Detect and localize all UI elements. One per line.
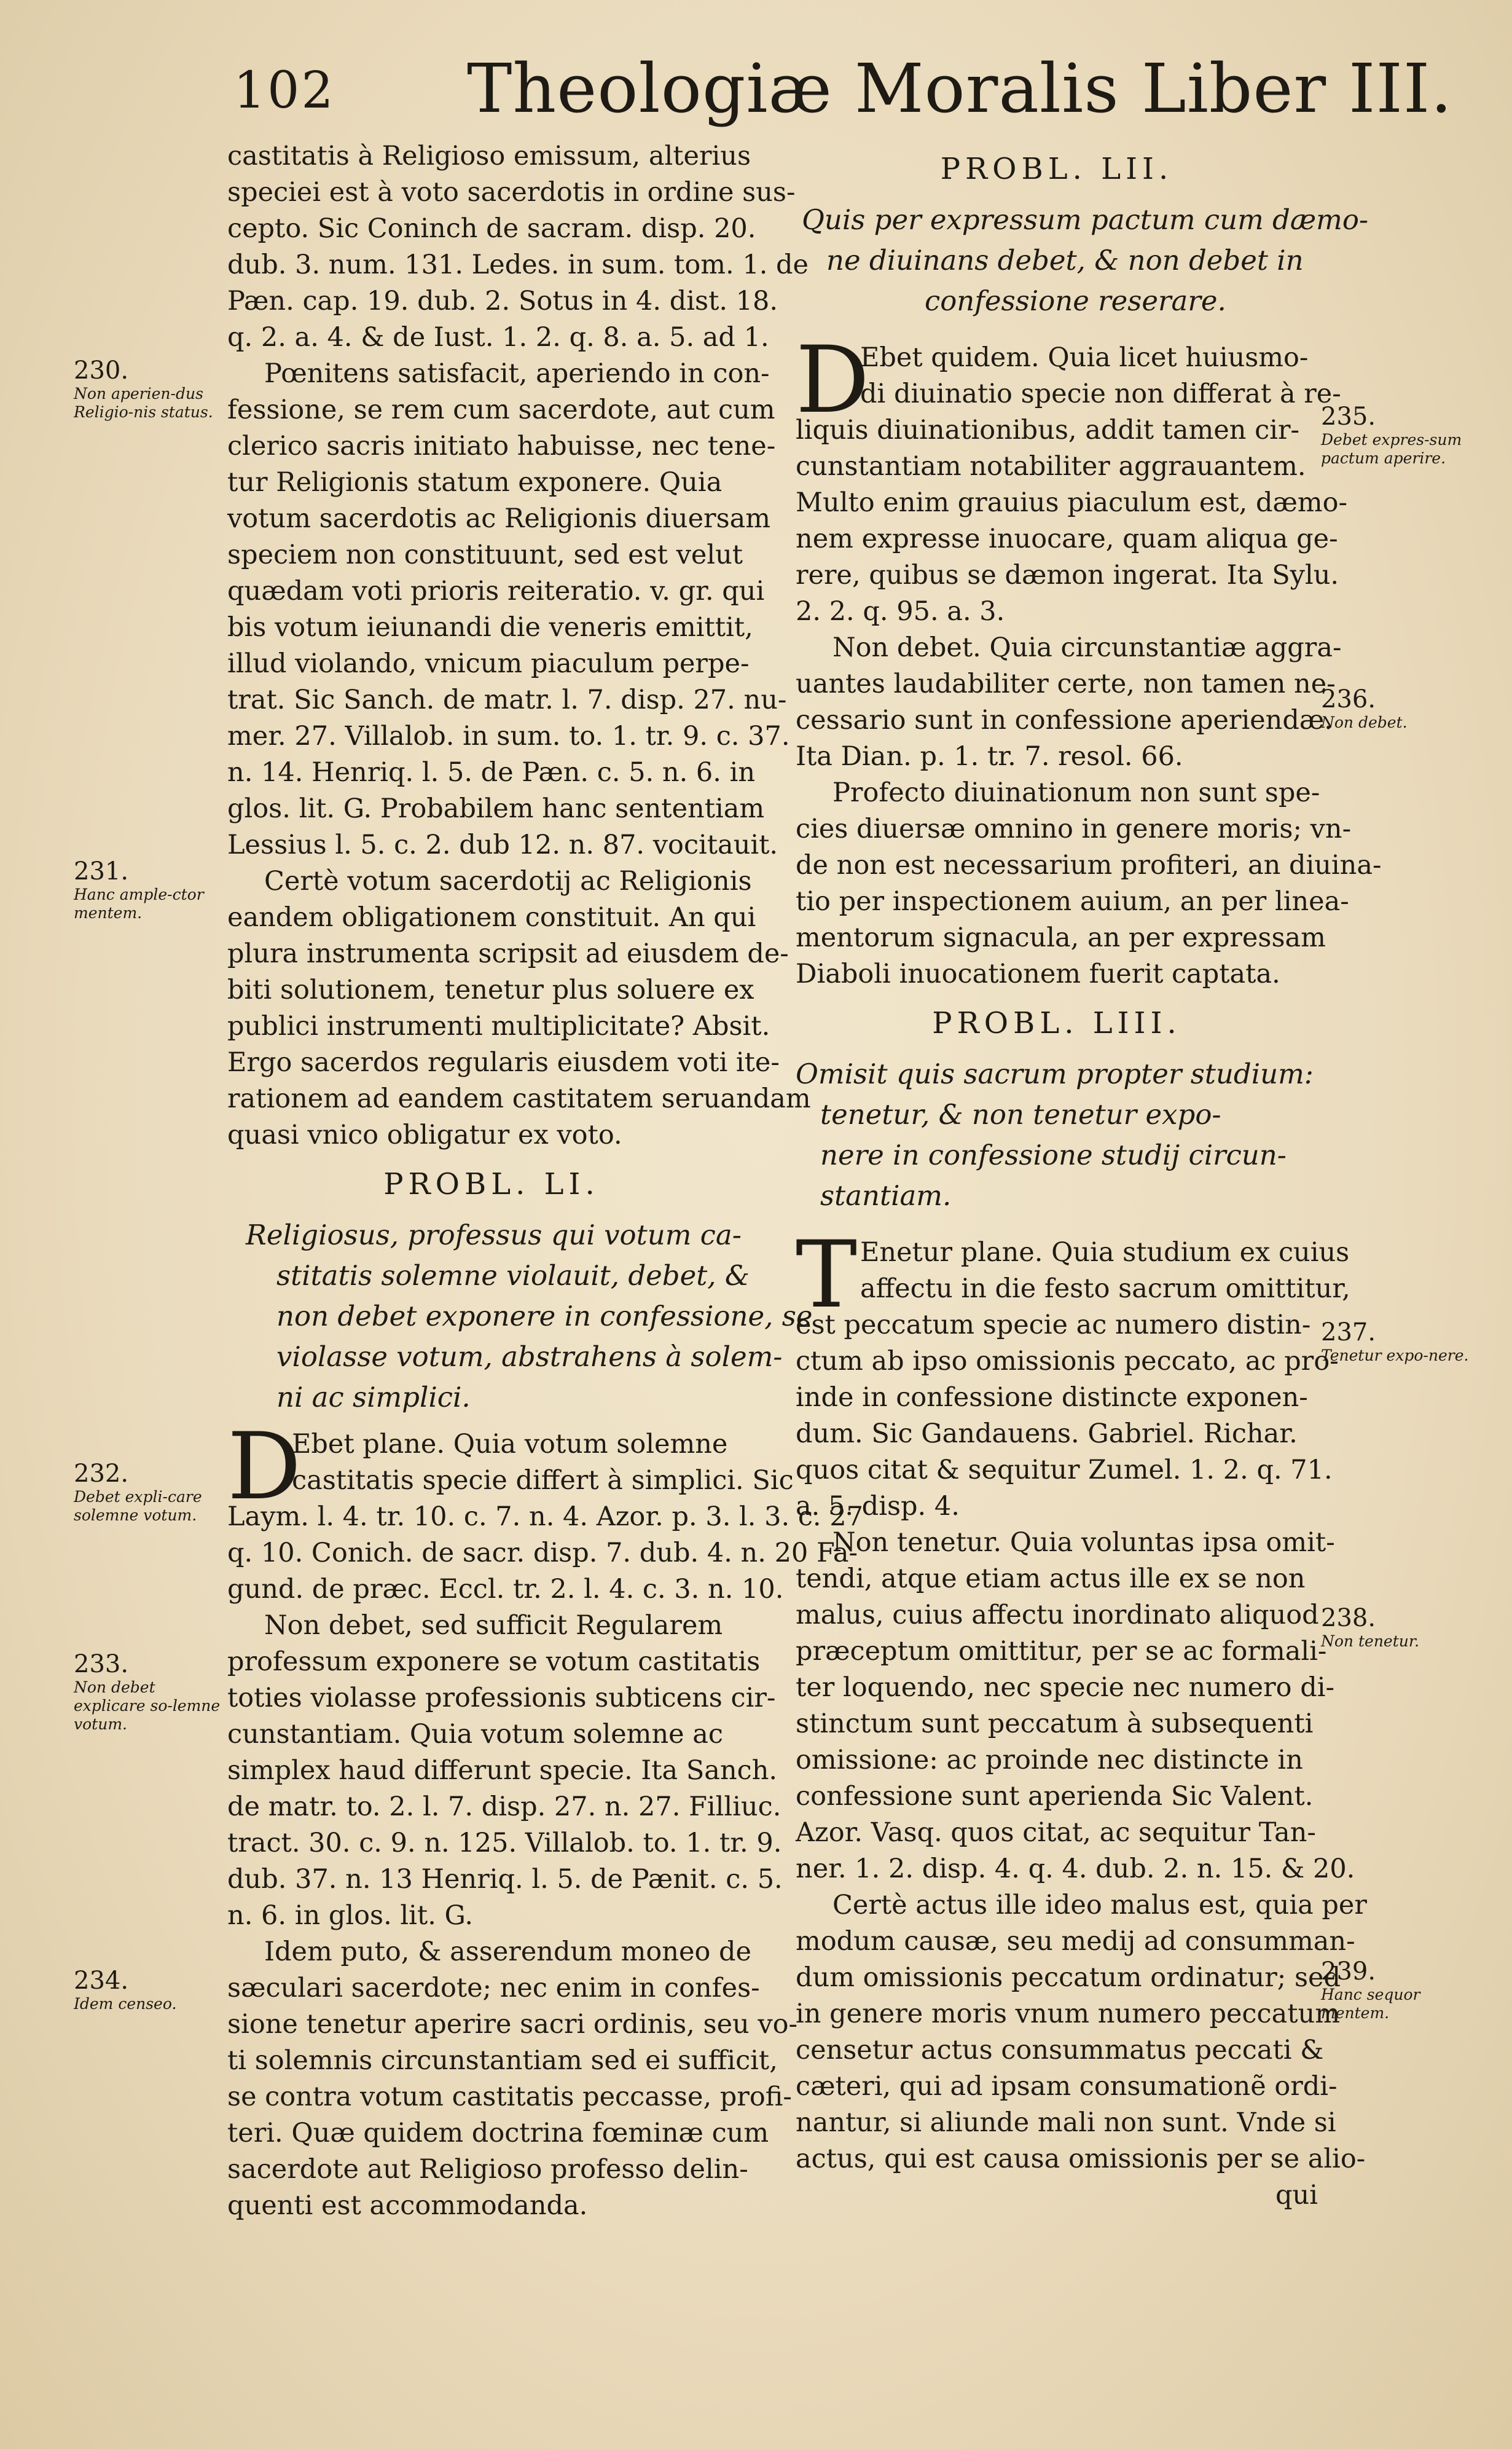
text-line: plura instrumenta scripsit ad eiusdem de- bbox=[227, 938, 789, 969]
running-head bbox=[233, 49, 1453, 135]
text-line: di diuinatio specie non differat à re- bbox=[860, 379, 1341, 409]
margin-number: 233. bbox=[74, 1650, 129, 1678]
text-line: a. 5. disp. 4. bbox=[796, 1491, 960, 1522]
text-line: inde in confessione distincte exponen- bbox=[796, 1382, 1308, 1413]
text-line: sæculari sacerdote; nec enim in confes- bbox=[227, 1973, 760, 2003]
text-line: se contra votum castitatis peccasse, profi- bbox=[227, 2081, 792, 2112]
paragraph-232 bbox=[227, 1413, 863, 1608]
text-line: votum sacerdotis ac Religionis diuersam bbox=[227, 503, 771, 534]
text-line: cies diuersæ omnino in genere moris; vn- bbox=[796, 814, 1352, 844]
question-line: ni ac simplici. bbox=[276, 1381, 471, 1413]
text-line: q. 10. Conich. de sacr. disp. 7. dub. 4. n. 20 Fa- bbox=[227, 1538, 858, 1568]
text-line: Pœnitens satisfacit, aperiendo in con- bbox=[264, 358, 770, 389]
margin-number: 231. bbox=[74, 857, 129, 886]
catchword: qui bbox=[1275, 2180, 1318, 2211]
text-line: clerico sacris initiato habuisse, nec tene- bbox=[227, 431, 776, 462]
paragraph-235 bbox=[796, 327, 1348, 630]
text-line: Pæn. cap. 19. dub. 2. Sotus in 4. dist. 18. bbox=[227, 286, 778, 316]
text-line: liquis diuinationibus, addit tamen cir- bbox=[796, 415, 1300, 446]
margin-note-232 bbox=[74, 1460, 221, 1525]
text-line: malus, cuius affectu inordinato aliquod bbox=[796, 1600, 1319, 1630]
text-line: tur Religionis statum exponere. Quia bbox=[227, 467, 723, 498]
text-line: bis votum ieiunandi die veneris emittit, bbox=[227, 612, 753, 643]
text-line: q. 2. a. 4. & de Iust. 1. 2. q. 8. a. 5. ad 1. bbox=[227, 322, 769, 353]
drop-cap: D bbox=[227, 1413, 302, 1520]
margin-number: 232. bbox=[74, 1460, 129, 1488]
text-line: dum. Sic Gandauens. Gabriel. Richar. bbox=[796, 1418, 1298, 1449]
margin-number: 239. bbox=[1321, 1957, 1376, 1986]
text-line: 2. 2. q. 95. a. 3. bbox=[796, 596, 1005, 627]
text-line: Laym. l. 4. tr. 10. c. 7. n. 4. Azor. p. 3. l. 3. c. 27 bbox=[227, 1501, 863, 1532]
margin-text: Hanc ample-ctor mentem. bbox=[74, 886, 204, 922]
question-line: confessione reserare. bbox=[925, 285, 1226, 317]
question-line: ne diuinans debet, & non debet in bbox=[826, 244, 1304, 277]
text-line: n. 14. Henriq. l. 5. de Pæn. c. 5. n. 6. in bbox=[227, 757, 756, 788]
text-line: castitatis specie differt à simplici. Sic bbox=[292, 1465, 794, 1496]
text-line: Ita Dian. p. 1. tr. 7. resol. 66. bbox=[796, 741, 1183, 772]
text-line: speciei est à voto sacerdotis in ordine sus- bbox=[227, 177, 796, 208]
text-line: mer. 27. Villalob. in sum. to. 1. tr. 9. c. 37. bbox=[227, 721, 790, 752]
question-line: stitatis solemne violauit, debet, & bbox=[276, 1259, 750, 1292]
drop-cap: D bbox=[796, 327, 870, 434]
paragraph-230 bbox=[227, 356, 790, 863]
text-line: actus, qui est causa omissionis per se alio- bbox=[796, 2144, 1366, 2174]
text-line: Diaboli inuocationem fuerit captata. bbox=[796, 959, 1280, 989]
margin-text: Debet expli-care solemne votum. bbox=[74, 1488, 202, 1524]
text-line: in genere moris vnum numero peccatum bbox=[796, 1999, 1340, 2029]
margin-note-239 bbox=[1321, 1957, 1481, 2022]
margin-note-231 bbox=[74, 857, 221, 922]
question-line: non debet exponere in confessione, se bbox=[276, 1300, 813, 1332]
margin-note-234 bbox=[74, 1967, 221, 2013]
text-line: Non debet, sed sufficit Regularem bbox=[264, 1610, 723, 1641]
text-line: glos. lit. G. Probabilem hanc sententiam bbox=[227, 793, 765, 824]
text-line: ner. 1. 2. disp. 4. q. 4. dub. 2. n. 15. & 20. bbox=[796, 1853, 1355, 1884]
question-line: violasse votum, abstrahens à solem- bbox=[276, 1340, 783, 1373]
text-line: ti solemnis circunstantiam sed ei sufficit, bbox=[227, 2045, 778, 2076]
text-line: rere, quibus se dæmon ingerat. Ita Sylu. bbox=[796, 560, 1339, 591]
text-line: speciem non constituunt, sed est velut bbox=[227, 540, 743, 570]
text-line: sione tenetur aperire sacri ordinis, seu vo- bbox=[227, 2009, 798, 2040]
text-line: publici instrumenti multiplicitate? Absit. bbox=[227, 1011, 770, 1042]
question-line: Omisit quis sacrum propter studium: bbox=[796, 1058, 1314, 1090]
margin-text: Non debet explicare so-lemne votum. bbox=[74, 1678, 221, 1733]
margin-number: 230. bbox=[74, 356, 129, 385]
margin-text: Hanc sequor mentem. bbox=[1321, 1986, 1420, 2022]
text-line: n. 6. in glos. lit. G. bbox=[227, 1900, 474, 1931]
text-line: ctum ab ipso omissionis peccato, ac pro- bbox=[796, 1346, 1339, 1377]
question-line: tenetur, & non tenetur expo- bbox=[820, 1098, 1221, 1131]
left-column bbox=[227, 138, 863, 2224]
text-line: affectu in die festo sacrum omittitur, bbox=[860, 1273, 1350, 1304]
text-line: tract. 30. c. 9. n. 125. Villalob. to. 1. tr. 9. bbox=[227, 1828, 782, 1858]
paragraph-233 bbox=[227, 1608, 783, 1934]
margin-note-235 bbox=[1321, 403, 1481, 468]
text-line: Certè actus ille ideo malus est, quia per bbox=[832, 1890, 1367, 1920]
text-line: cunstantiam notabiliter aggrauantem. bbox=[796, 451, 1306, 482]
text-line: Azor. Vasq. quos citat, ac sequitur Tan- bbox=[796, 1817, 1316, 1848]
paragraph-234 bbox=[227, 1934, 798, 2224]
text-line: dub. 37. n. 13 Henriq. l. 5. de Pænit. c. 5. bbox=[227, 1864, 783, 1895]
text-line: cessario sunt in confessione aperiendæ. bbox=[796, 705, 1333, 736]
margin-note-230 bbox=[74, 356, 221, 422]
text-line: Profecto diuinationum non sunt spe- bbox=[832, 777, 1320, 808]
text-line: fessione, se rem cum sacerdote, aut cum bbox=[227, 395, 775, 425]
text-line: confessione sunt aperienda Sic Valent. bbox=[796, 1781, 1314, 1812]
text-line: gund. de præc. Eccl. tr. 2. l. 4. c. 3. n. 10. bbox=[227, 1574, 784, 1605]
text-line: cunstantiam. Quia votum solemne ac bbox=[227, 1719, 723, 1750]
text-line: toties violasse professionis subticens cir- bbox=[227, 1683, 776, 1713]
question-line: Religiosus, professus qui votum ca- bbox=[246, 1219, 742, 1251]
margin-note-237 bbox=[1321, 1318, 1481, 1365]
margin-number: 235. bbox=[1321, 403, 1376, 431]
text-line: eandem obligationem constituit. An qui bbox=[227, 902, 756, 933]
margin-text: Debet expres-sum pactum aperire. bbox=[1321, 431, 1462, 467]
text-line: Non debet. Quia circunstantiæ aggra- bbox=[832, 632, 1342, 663]
question-52 bbox=[796, 200, 1369, 321]
question-51 bbox=[227, 1215, 813, 1418]
text-line: Lessius l. 5. c. 2. dub 12. n. 87. vocitauit. bbox=[227, 830, 778, 860]
text-line: Ebet quidem. Quia licet huiusmo- bbox=[860, 342, 1309, 373]
text-line: professum exponere se votum castitatis bbox=[227, 1646, 761, 1677]
text-line: rationem ad eandem castitatem seruandam bbox=[227, 1083, 811, 1114]
text-line: cæteri, qui ad ipsam consumationẽ ordi- bbox=[796, 2071, 1338, 2102]
text-line: nem expresse inuocare, quam aliqua ge- bbox=[796, 524, 1338, 554]
problem-heading-52: PROBL. LII. bbox=[940, 152, 1173, 186]
page-number: 102 bbox=[233, 61, 335, 120]
text-line: omissione: ac proinde nec distincte in bbox=[796, 1745, 1303, 1775]
text-line: illud violando, vnicum piaculum perpe- bbox=[227, 648, 750, 679]
text-line: tendi, atque etiam actus ille ex se non bbox=[796, 1563, 1306, 1594]
text-line: biti solutionem, tenetur plus soluere ex bbox=[227, 975, 754, 1005]
text-line: sacerdote aut Religioso professo delin- bbox=[227, 2154, 748, 2185]
text-line: cepto. Sic Coninch de sacram. disp. 20. bbox=[227, 213, 756, 244]
text-line: quasi vnico obligatur ex voto. bbox=[227, 1120, 622, 1150]
margin-number: 237. bbox=[1321, 1318, 1376, 1346]
text-line: teri. Quæ quidem doctrina fœminæ cum bbox=[227, 2118, 769, 2148]
text-line: trat. Sic Sanch. de matr. l. 7. disp. 27. nu- bbox=[227, 685, 787, 715]
text-line: stinctum sunt peccatum à subsequenti bbox=[796, 1708, 1314, 1739]
text-line: quenti est accommodanda. bbox=[227, 2190, 588, 2221]
question-line: nere in confessione studij circun- bbox=[820, 1139, 1287, 1171]
text-line: Ergo sacerdos regularis eiusdem voti ite- bbox=[227, 1047, 780, 1078]
paragraph-continued bbox=[227, 138, 809, 356]
text-line: tio per inspectionem auium, an per linea- bbox=[796, 886, 1349, 917]
text-line: uantes laudabiliter certe, non tamen ne- bbox=[796, 669, 1336, 699]
margin-note-233 bbox=[74, 1650, 221, 1734]
drop-cap: T bbox=[796, 1222, 858, 1329]
text-line: castitatis à Religioso emissum, alterius bbox=[227, 141, 751, 171]
margin-number: 236. bbox=[1321, 685, 1376, 713]
running-title: Theologiæ Moralis Liber III. bbox=[467, 49, 1453, 128]
text-line: Idem puto, & asserendum moneo de bbox=[264, 1936, 751, 1967]
text-line: nantur, si aliunde mali non sunt. Vnde si bbox=[796, 2107, 1336, 2138]
question-53 bbox=[796, 1054, 1318, 1216]
text-line: censetur actus consummatus peccati & bbox=[796, 2035, 1324, 2066]
text-line: dub. 3. num. 131. Ledes. in sum. tom. 1. de bbox=[227, 250, 809, 280]
text-line: ter loquendo, nec specie nec numero di- bbox=[796, 1672, 1335, 1703]
question-line: stantiam. bbox=[820, 1179, 952, 1212]
margin-note-236 bbox=[1321, 685, 1481, 732]
text-line: præceptum omittitur, per se ac formali- bbox=[796, 1636, 1327, 1667]
margin-text: Non aperien-dus Religio-nis status. bbox=[74, 385, 213, 421]
problem-heading-51: PROBL. LI. bbox=[383, 1167, 600, 1201]
margin-note-238 bbox=[1321, 1604, 1481, 1651]
text-line: quos citat & sequitur Zumel. 1. 2. q. 71. bbox=[796, 1455, 1333, 1485]
text-line: de non est necessarium profiteri, an diuina- bbox=[796, 850, 1382, 881]
text-line: Non tenetur. Quia voluntas ipsa omit- bbox=[832, 1527, 1335, 1558]
text-line: Enetur plane. Quia studium ex cuius bbox=[860, 1237, 1350, 1268]
text-line: mentorum signacula, an per expressam bbox=[796, 922, 1326, 953]
text-line: dum omissionis peccatum ordinatur; sed bbox=[796, 1962, 1341, 1993]
margin-number: 238. bbox=[1321, 1604, 1376, 1632]
paragraph-231 bbox=[227, 863, 811, 1154]
text-line: Certè votum sacerdotij ac Religionis bbox=[264, 866, 752, 897]
margin-text: Idem censeo. bbox=[74, 1995, 177, 2013]
text-line: de matr. to. 2. l. 7. disp. 27. n. 27. Filliuc. bbox=[227, 1791, 781, 1822]
text-line: Ebet plane. Quia votum solemne bbox=[292, 1429, 728, 1460]
question-line: Quis per expressum pactum cum dæmo- bbox=[802, 203, 1369, 236]
margin-text: Non tenetur. bbox=[1321, 1632, 1420, 1650]
margin-text: Tenetur expo-nere. bbox=[1321, 1346, 1469, 1364]
margin-text: Non debet. bbox=[1321, 713, 1408, 731]
text-line: Multo enim grauius piaculum est, dæmo- bbox=[796, 487, 1348, 518]
margin-number: 234. bbox=[74, 1967, 129, 1995]
problem-heading-53: PROBL. LIII. bbox=[932, 1006, 1181, 1040]
text-line: est peccatum specie ac numero distin- bbox=[796, 1310, 1311, 1340]
text-line: simplex haud differunt specie. Ita Sanch. bbox=[227, 1755, 778, 1786]
text-line: modum causæ, seu medij ad consumman- bbox=[796, 1926, 1355, 1957]
text-line: quædam voti prioris reiteratio. v. gr. qui bbox=[227, 576, 765, 607]
